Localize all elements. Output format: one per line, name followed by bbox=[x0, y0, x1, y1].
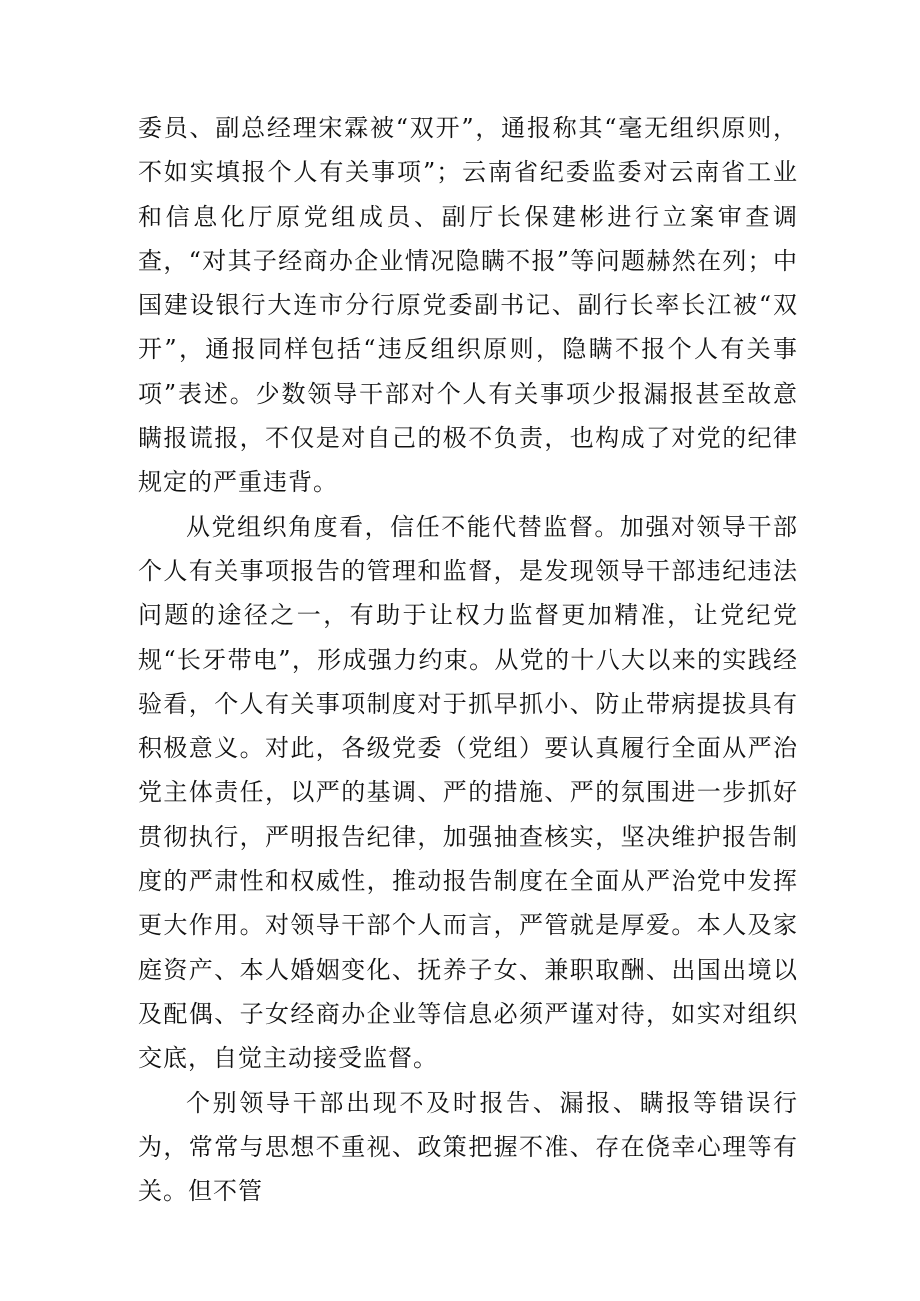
paragraph-2: 从党组织角度看，信任不能代替监督。加强对领导干部个人有关事项报告的管理和监督，是发现领导干部违纪违法问题的途径之一，有助于让权力监督更加精准，让党纪党规“长牙带电”，形成强力约束。从党的十八大以来的实践经验看，个人有关事项制度对于抓早抓小、防止带病提拔具有积极意义。对此，各级党委（党组）要认真履行全面从严治党主体责任，以严的基调、严的措施、严的氛围进一步抓好贯彻执行，严明报告纪律，加强抽查核实，坚决维护报告制度的严肃性和权威性，推动报告制度在全面从严治党中发挥更大作用。对领导干部个人而言，严管就是厚爱。本人及家庭资产、本人婚姻变化、抚养子女、兼职取酬、出国出境以及配偶、子女经商办企业等信息必须严谨对待，如实对组织交底，自觉主动接受监督。 bbox=[138, 512, 798, 1073]
paragraph-1: 委员、副总经理宋霖被“双开”，通报称其“毫无组织原则，不如实填报个人有关事项”；云南省纪委监委对云南省工业和信息化厅原党组成员、副厅长保建彬进行立案审查调查，“对其子经商办企业情况隐瞒不报”等问题赫然在列；中国建设银行大连市分行原党委副书记、副行长率长江被“双开”，通报同样包括“违反组织原则，隐瞒不报个人有关事项”表述。少数领导干部对个人有关事项少报漏报甚至故意瞒报谎报，不仅是对自己的极不负责，也构成了对党的纪律规定的严重违背。 bbox=[138, 114, 798, 497]
document-body bbox=[138, 106, 798, 1213]
paragraph-3: 个别领导干部出现不及时报告、漏报、瞒报等错误行为，常常与思想不重视、政策把握不准、存在侥幸心理等有关。但不管 bbox=[138, 1088, 798, 1206]
